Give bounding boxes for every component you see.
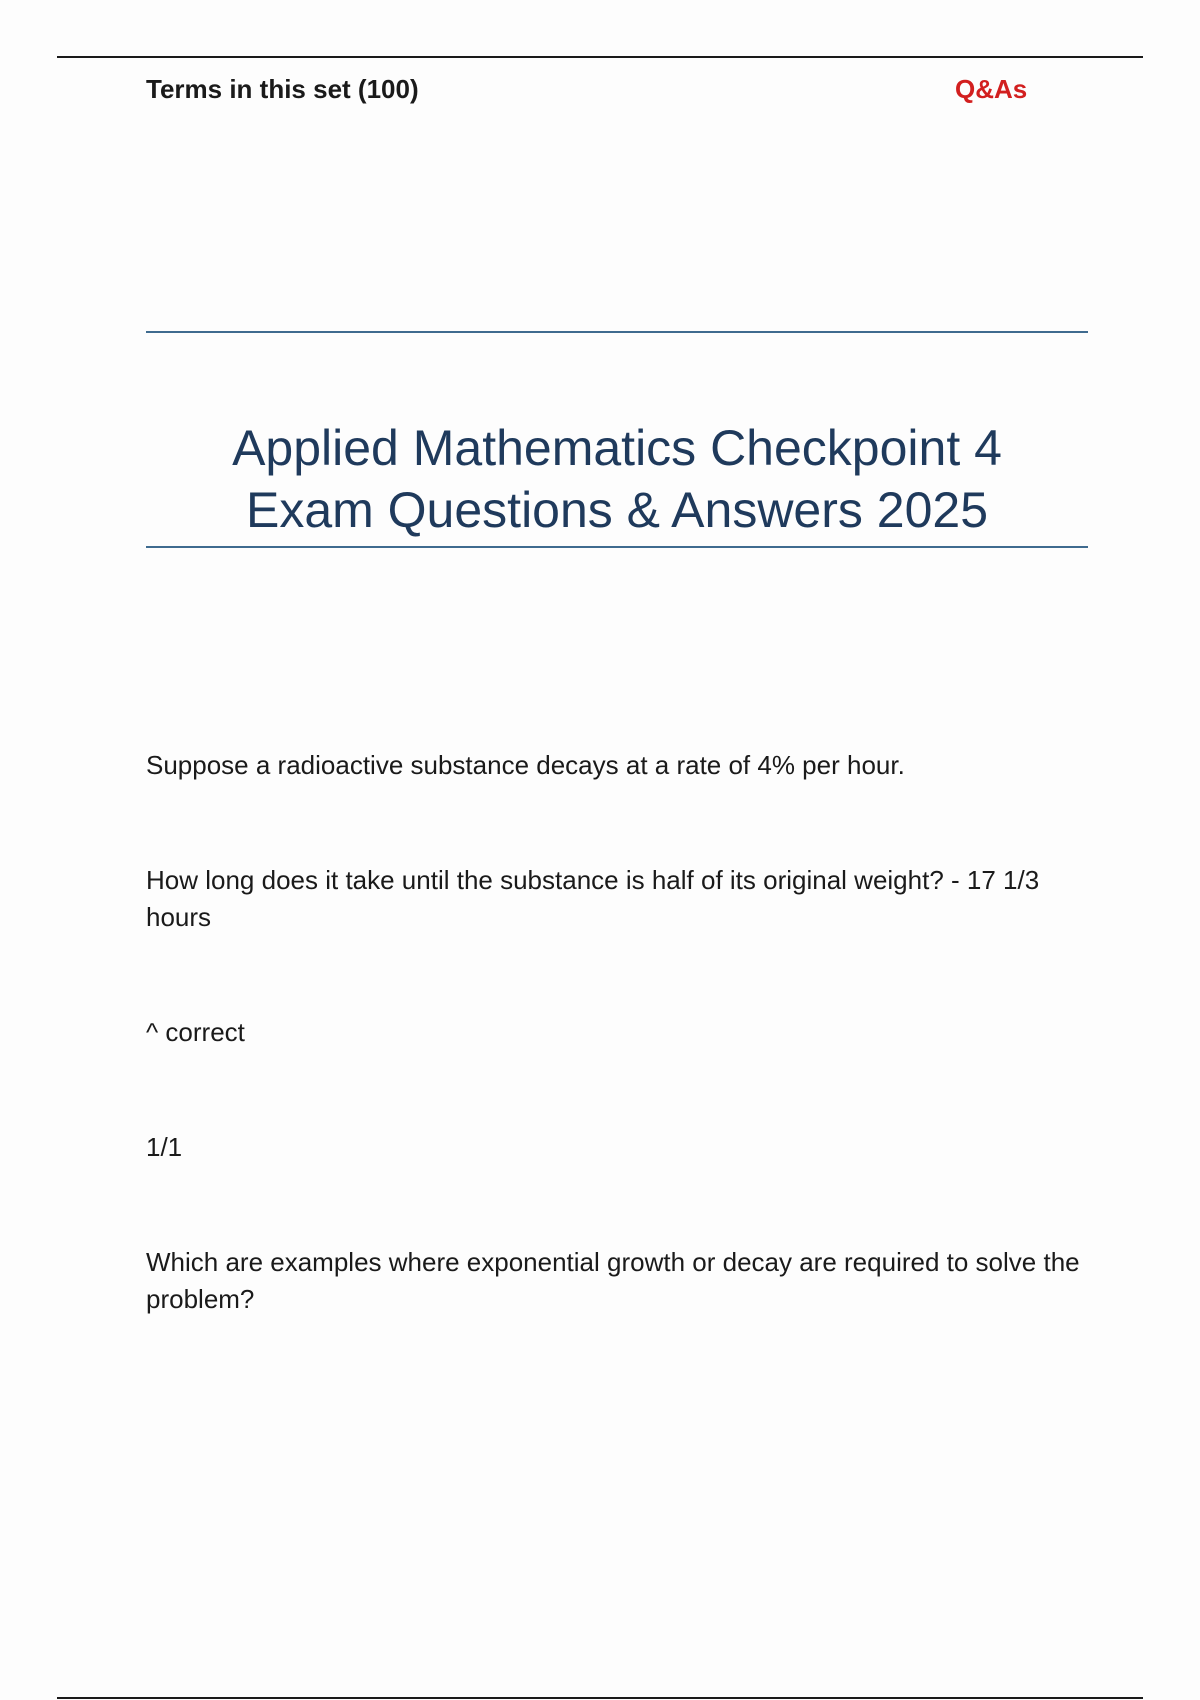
question-1-text: Suppose a radioactive substance decays at a rate of 4% per hour. <box>146 750 905 780</box>
qa-label: Q&As <box>955 74 1028 104</box>
answer-feedback: ^ correct <box>146 1017 245 1047</box>
score-label: 1/1 <box>146 1132 183 1162</box>
document-title-line-2: Exam Questions & Answers 2025 <box>245 482 989 538</box>
question-1-followup: How long does it take until the substance is half of its original weight? - 17 1/3 hours <box>146 865 1040 932</box>
document-title <box>146 417 1088 541</box>
question-2-text: Which are examples where exponential growth or decay are required to solve the problem? <box>146 1247 1080 1314</box>
top-divider <box>57 56 1143 58</box>
title-bottom-rule <box>146 546 1088 548</box>
bottom-divider <box>57 1697 1143 1699</box>
title-top-rule <box>146 331 1088 333</box>
document-title-line-1: Applied Mathematics Checkpoint 4 <box>232 420 1002 476</box>
terms-count-label: Terms in this set (100) <box>146 74 419 104</box>
